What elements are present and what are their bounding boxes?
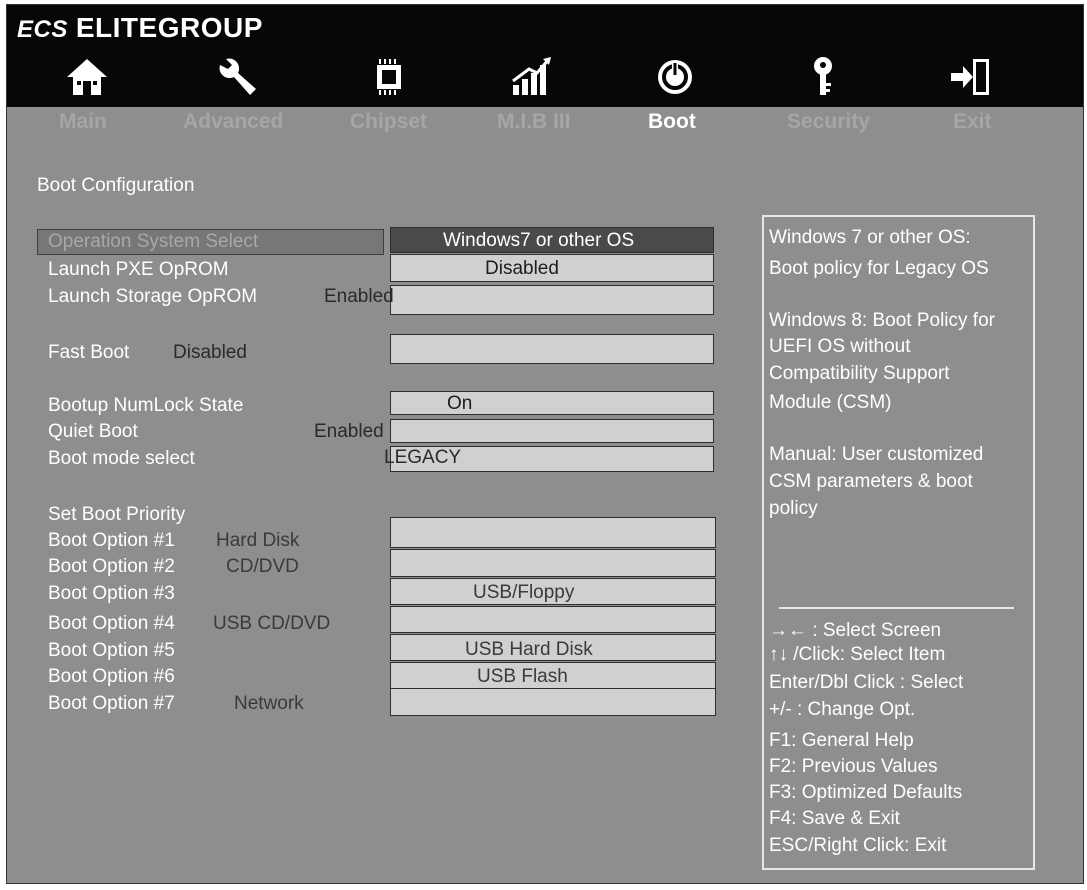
boot-option-6-value: USB Flash (477, 666, 568, 687)
help-panel (762, 215, 1035, 870)
boot-option-1-label: Boot Option #1 (48, 530, 175, 551)
boot-option-2-label: Boot Option #2 (48, 556, 175, 577)
help-line: Compatibility Support (769, 363, 950, 384)
boot-option-4-field[interactable] (390, 606, 716, 633)
fast-boot-value: Disabled (173, 342, 247, 363)
key-hint: F1: General Help (769, 730, 914, 751)
storage-field[interactable] (390, 285, 714, 315)
boot-option-3-value: USB/Floppy (473, 582, 575, 603)
numlock-label: Bootup NumLock State (48, 395, 244, 416)
boot-option-3-label: Boot Option #3 (48, 583, 175, 604)
tab-mib[interactable]: M.I.B III (497, 110, 571, 133)
boot-option-3-field[interactable] (390, 578, 716, 605)
storage-label: Launch Storage OpROM (48, 286, 258, 307)
key-hint: ↑↓ /Click: Select Item (769, 644, 946, 665)
priority-title: Set Boot Priority (48, 504, 186, 525)
quiet-boot-label: Quiet Boot (48, 421, 138, 442)
section-title: Boot Configuration (37, 175, 195, 196)
pxe-field[interactable] (390, 254, 714, 282)
boot-option-5-value: USB Hard Disk (465, 639, 593, 660)
boot-option-4-value: USB CD/DVD (213, 613, 331, 634)
key-hint: F2: Previous Values (769, 756, 938, 777)
help-line: Manual: User customized (769, 444, 984, 465)
quiet-boot-field[interactable] (390, 419, 714, 443)
help-divider (779, 607, 1014, 609)
key-hint: →← : Select Screen (769, 620, 942, 641)
tab-advanced[interactable]: Advanced (183, 110, 284, 133)
pxe-label: Launch PXE OpROM (48, 259, 229, 280)
top-bar (7, 5, 1083, 107)
os-select-value: Windows7 or other OS (443, 230, 635, 251)
help-line: Windows 8: Boot Policy for (769, 310, 995, 331)
tab-exit[interactable]: Exit (953, 110, 992, 133)
key-hint: F3: Optimized Defaults (769, 782, 963, 803)
chart-icon[interactable] (507, 53, 555, 101)
chip-icon[interactable] (365, 53, 413, 101)
boot-option-6-label: Boot Option #6 (48, 666, 175, 687)
power-icon[interactable] (651, 53, 699, 101)
key-hint: ESC/Right Click: Exit (769, 835, 947, 856)
boot-option-7-field[interactable] (390, 688, 716, 716)
boot-option-1-field[interactable] (390, 517, 716, 548)
help-line: Boot policy for Legacy OS (769, 258, 989, 279)
help-line: Module (CSM) (769, 392, 892, 413)
home-icon[interactable] (63, 53, 111, 101)
key-icon[interactable] (799, 53, 847, 101)
boot-option-6-field[interactable] (390, 662, 716, 689)
brand-logo (17, 13, 263, 45)
ecs-logo: ECS (17, 16, 68, 43)
tab-chipset[interactable]: Chipset (350, 110, 428, 133)
numlock-field[interactable] (390, 391, 714, 415)
fast-boot-field[interactable] (390, 334, 714, 364)
boot-mode-value: LEGACY (384, 447, 462, 468)
help-line: Windows 7 or other OS: (769, 227, 971, 248)
fast-boot-label: Fast Boot (48, 342, 130, 363)
boot-option-7-value: Network (234, 693, 304, 714)
wrench-icon[interactable] (212, 53, 260, 101)
exit-icon[interactable] (947, 53, 995, 101)
bios-window (6, 4, 1084, 884)
key-hint: F4: Save & Exit (769, 808, 900, 829)
boot-option-7-label: Boot Option #7 (48, 693, 175, 714)
tab-security[interactable]: Security (787, 110, 870, 133)
brand-name: ELITEGROUP (75, 12, 263, 43)
help-line: UEFI OS without (769, 336, 911, 357)
key-hint: Enter/Dbl Click : Select (769, 672, 964, 693)
os-select-field[interactable] (390, 227, 714, 253)
key-hint: +/- : Change Opt. (769, 699, 916, 720)
help-line: policy (769, 498, 818, 519)
quiet-boot-value: Enabled (314, 421, 384, 442)
tab-main[interactable]: Main (59, 110, 107, 133)
boot-option-2-field[interactable] (390, 549, 716, 577)
pxe-value: Disabled (485, 258, 559, 279)
tab-boot[interactable]: Boot (648, 110, 696, 133)
numlock-value: On (447, 393, 473, 414)
storage-value: Enabled (324, 286, 394, 307)
boot-mode-label: Boot mode select (48, 448, 195, 469)
boot-option-5-label: Boot Option #5 (48, 640, 175, 661)
os-select-label[interactable]: Operation System Select (37, 229, 384, 255)
help-line: CSM parameters & boot (769, 471, 973, 492)
boot-option-2-value: CD/DVD (226, 556, 299, 577)
boot-option-1-value: Hard Disk (216, 530, 300, 551)
boot-option-4-label: Boot Option #4 (48, 613, 175, 634)
boot-option-5-field[interactable] (390, 634, 716, 661)
